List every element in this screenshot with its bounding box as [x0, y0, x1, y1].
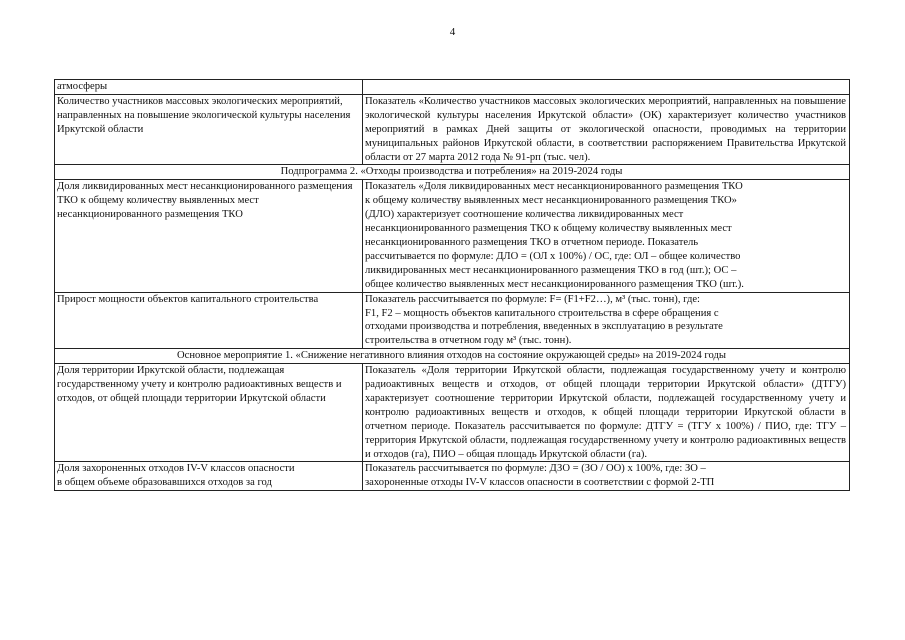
description-line: Показатель «Доля ликвидированных мест несанкционированного размещения ТКО — [365, 181, 743, 193]
indicator-name-cell — [55, 462, 363, 491]
indicator-description-cell — [363, 80, 850, 95]
indicator-name-cell: Количество участников массовых экологических мероприятий, направленных на повышение экологической культуры населения Иркутской области — [55, 94, 363, 165]
description-line: Показатель рассчитывается по формуле: F= (F1+F2…), м³ (тыс. тонн), где: — [365, 293, 700, 305]
description-line: строительства в отчетном году м³ (тыс. тонн). — [365, 335, 572, 347]
indicator-description-cell — [363, 292, 850, 349]
description-line: ликвидированных мест несанкционированного размещения ТКО в год (шт.); ОС – — [365, 264, 737, 276]
indicator-name-cell: Доля территории Иркутской области, подлежащая государственному учету и контролю радиоактивных веществ и отходов, от общей площади территории Иркутской области — [55, 364, 363, 462]
table-row — [55, 180, 850, 292]
page-number: 4 — [449, 26, 456, 38]
section-row — [55, 165, 850, 180]
table-row — [55, 94, 850, 165]
indicator-name-cell: Доля ликвидированных мест несанкционированного размещения ТКО к общему количеству выявленных мест несанкционированного размещения ТКО — [55, 180, 363, 292]
description-line: отходами производства и потребления, введенных в эксплуатацию в результате — [365, 321, 723, 333]
indicator-name-cell: Прирост мощности объектов капитального строительства — [55, 292, 363, 349]
indicator-description-cell — [363, 462, 850, 491]
table-row — [55, 80, 850, 95]
section-row — [55, 349, 850, 364]
indicator-description-cell: Показатель «Количество участников массовых экологических мероприятий, направленных на повышение экологической культуры населения Иркутской области» (ОК) характеризует количество участников мероприятий в рамках Дней защиты от экологической опасности, проводимых на территории муниципальных районов Иркутской области, в соответствии распоряжением Правительства Иркутской области от 27 марта 2012 года № 91-рп (тыс. чел). — [363, 94, 850, 165]
description-line: к общему количеству выявленных мест несанкционированного размещения ТКО» — [365, 195, 737, 207]
description-line: рассчитывается по формуле: ДЛО = (ОЛ x 100%) / ОС, где: ОЛ – общее количество — [365, 250, 741, 262]
description-line: несанкционированного размещения ТКО в отчетном периоде. Показатель — [365, 236, 699, 248]
table-row — [55, 462, 850, 491]
subprogram-heading: Подпрограмма 2. «Отходы производства и потребления» на 2019-2024 годы — [55, 165, 850, 180]
name-line: в общем объеме образовавшихся отходов за год — [57, 477, 272, 489]
name-line: Доля захороненных отходов IV-V классов опасности — [57, 463, 295, 475]
main-activity-heading: Основное мероприятие 1. «Снижение негативного влияния отходов на состояние окружающей среды» на 2019-2024 годы — [55, 349, 850, 364]
description-line: захороненные отходы IV-V классов опасности в соответствии с формой 2-ТП — [365, 477, 715, 489]
description-line: Показатель рассчитывается по формуле: ДЗО = (ЗО / ОО) x 100%, где: ЗО – — [365, 463, 706, 475]
description-line: (ДЛО) характеризует соотношение количества ликвидированных мест — [365, 209, 684, 221]
description-line: общее количество выявленных мест несанкционированного размещения ТКО (шт.). — [365, 278, 744, 290]
indicators-table — [54, 79, 850, 491]
indicator-description-cell: Показатель «Доля территории Иркутской области, подлежащая государственному учету и контролю радиоактивных веществ и отходов, от общей площади территории Иркутской области» (ДТГУ) характеризует соотношение территории Иркутской области, подлежащей государственному учету и контролю радиоактивных веществ и отходов, к общей площади территории Иркутской области в отчетном периоде. Показатель рассчитывается по формуле: ДТГУ = (ТГУ x 100%) / ПИО, где: ТГУ – территория Иркутской области, подлежащая государственному учету и контролю радиоактивных веществ и отходов (га), ПИО – общая площадь Иркутской области (га). — [363, 364, 850, 462]
indicator-name-cell: атмосферы — [55, 80, 363, 95]
indicator-description-cell — [363, 180, 850, 292]
description-line: F1, F2 – мощность объектов капитального строительства в сфере обращения с — [365, 307, 719, 319]
table-row — [55, 292, 850, 349]
table-row — [55, 364, 850, 462]
description-line: несанкционированного размещения ТКО к общему количеству выявленных мест — [365, 223, 732, 235]
